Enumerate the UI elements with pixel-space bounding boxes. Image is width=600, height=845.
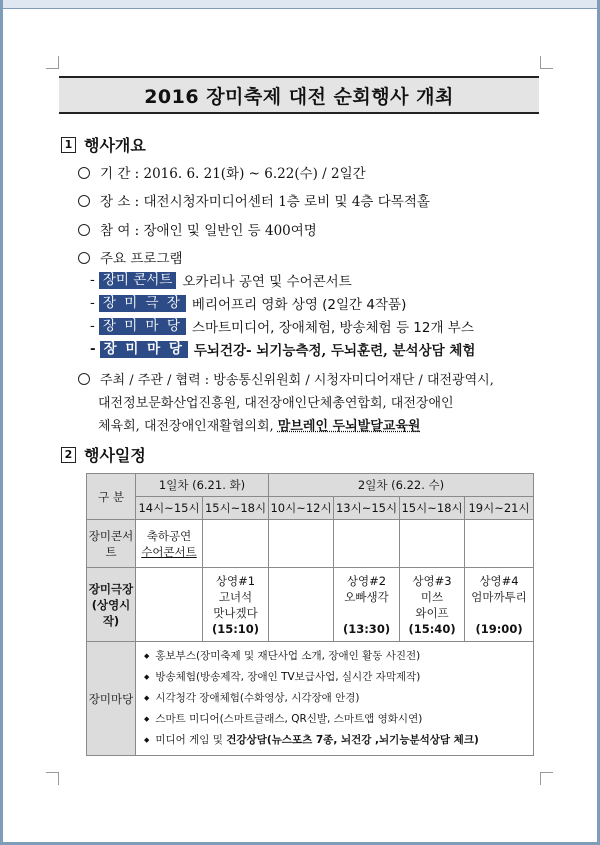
empty-cell: [465, 520, 534, 568]
schedule-table: [86, 473, 534, 756]
crop-mark-top-left: [46, 56, 59, 69]
circle-bullet-icon: [78, 195, 90, 207]
circle-bullet-icon: [78, 167, 90, 179]
madang-list: [136, 642, 533, 755]
list-item: ◆ 스마트 미디어(스마트글래스, QR신발, 스마트앱 영화시연): [144, 709, 533, 730]
row-label-theater: 장미극장 (상영시작): [87, 568, 136, 642]
overview-place: 장 소 : 대전시청자미디어센터 1층 로비 및 4층 다목적홀: [78, 190, 430, 210]
time-header: 15시~18시: [400, 497, 465, 520]
row-label-madang: 장미마당: [87, 642, 136, 756]
program-item: [90, 293, 406, 313]
screening-cell: 상영#1 고녀석 맛나겠다 (15:10): [203, 568, 269, 642]
program-tag: 장 미 마 당: [100, 341, 188, 358]
section-heading-text: 행사일정: [84, 446, 146, 465]
overview-organizers-line3: 체육회, 대전장애인재활협의회, 맘브레인 두뇌발달교육원: [98, 419, 421, 434]
overview-organizers-line2: 대전정보문화산업진흥원, 대전장애인단체총연합회, 대전장애인: [98, 396, 454, 411]
crop-mark-bottom-left: [46, 772, 59, 785]
section-number-box: 2: [61, 447, 76, 463]
row-label-concert: 장미콘서트: [87, 520, 136, 568]
program-text: 오카리나 공연 및 수어콘서트: [182, 274, 352, 290]
list-item: ◆ 홍보부스(장미축제 및 재단사업 소개, 장애인 활동 사진전): [144, 646, 533, 667]
window-left-border: [0, 0, 3, 845]
circle-bullet-icon: [78, 224, 90, 236]
empty-cell: [203, 520, 269, 568]
dash-bullet: -: [90, 272, 95, 288]
time-header: 13시~15시: [334, 497, 400, 520]
list-item: ◆ 미디어 게임 및 건강상담(뉴스포츠 7종, 뇌건강 ,뇌기능분석상담 체크): [144, 730, 533, 751]
section-number-box: 1: [61, 137, 76, 153]
empty-cell: [269, 520, 334, 568]
concert-cell: 축하공연 수어콘서트: [136, 520, 203, 568]
section-heading-overview: [61, 133, 146, 156]
screening-cell: 상영#4 엄마까투리 (19:00): [465, 568, 534, 642]
dash-bullet: -: [90, 318, 95, 334]
time-header: 14시~15시: [136, 497, 203, 520]
screening-cell: 상영#2 오빠생각 (13:30): [334, 568, 400, 642]
list-item: ◆ 시각청각 장애체험(수화영상, 시각장애 안경): [144, 688, 533, 709]
empty-cell: [269, 568, 334, 642]
madang-cell: [136, 642, 534, 756]
dash-bullet: -: [90, 295, 95, 311]
overview-participants: 참 여 : 장애인 및 일반인 등 400여명: [78, 219, 317, 239]
table-col-header: 구 분: [87, 474, 136, 520]
organizer-highlight: 맘브레인 두뇌발달교육원: [277, 419, 421, 434]
circle-bullet-icon: [78, 252, 90, 264]
document-title: 2016 장미축제 대전 순회행사 개최: [59, 76, 539, 114]
program-text: 두뇌건강- 뇌기능측정, 두뇌훈련, 분석상담 체험: [193, 343, 476, 359]
crop-mark-bottom-right: [540, 772, 553, 785]
program-item: [90, 339, 475, 359]
overview-organizers-line1: 주최 / 주관 / 협력 : 방송통신위원회 / 시청자미디어재단 / 대전광역시,: [78, 369, 494, 388]
table-day2-header: 2일차 (6.22. 수): [269, 474, 534, 497]
time-header: 19시~21시: [465, 497, 534, 520]
program-tag: 장 미 극 장: [99, 295, 186, 312]
overview-period: 기 간 : 2016. 6. 21(화) ~ 6.22(수) / 2일간: [78, 162, 366, 182]
screening-cell: 상영#3 미쓰 와이프 (15:40): [400, 568, 465, 642]
section-heading-text: 행사개요: [84, 136, 146, 155]
program-item: [90, 316, 474, 336]
empty-cell: [136, 568, 203, 642]
table-day1-header: 1일차 (6.21. 화): [136, 474, 269, 497]
window-top-border: [0, 0, 600, 9]
empty-cell: [400, 520, 465, 568]
circle-bullet-icon: [78, 373, 90, 385]
program-tag: 장미 콘서트: [99, 272, 177, 289]
program-item: [90, 270, 352, 290]
program-text: 베리어프리 영화 상영 (2일간 4작품): [191, 297, 407, 313]
time-header: 10시~12시: [269, 497, 334, 520]
dash-bullet: -: [90, 341, 96, 357]
list-item: ◆ 방송체험(방송제작, 장애인 TV보급사업, 실시간 자막제작): [144, 667, 533, 688]
time-header: 15시~18시: [203, 497, 269, 520]
program-tag: 장 미 마 당: [99, 318, 186, 335]
overview-programs-label: 주요 프로그램: [78, 247, 183, 267]
section-heading-schedule: [61, 443, 146, 466]
empty-cell: [334, 520, 400, 568]
crop-mark-top-right: [540, 56, 553, 69]
program-text: 스마트미디어, 장애체험, 방송체험 등 12개 부스: [191, 320, 474, 336]
